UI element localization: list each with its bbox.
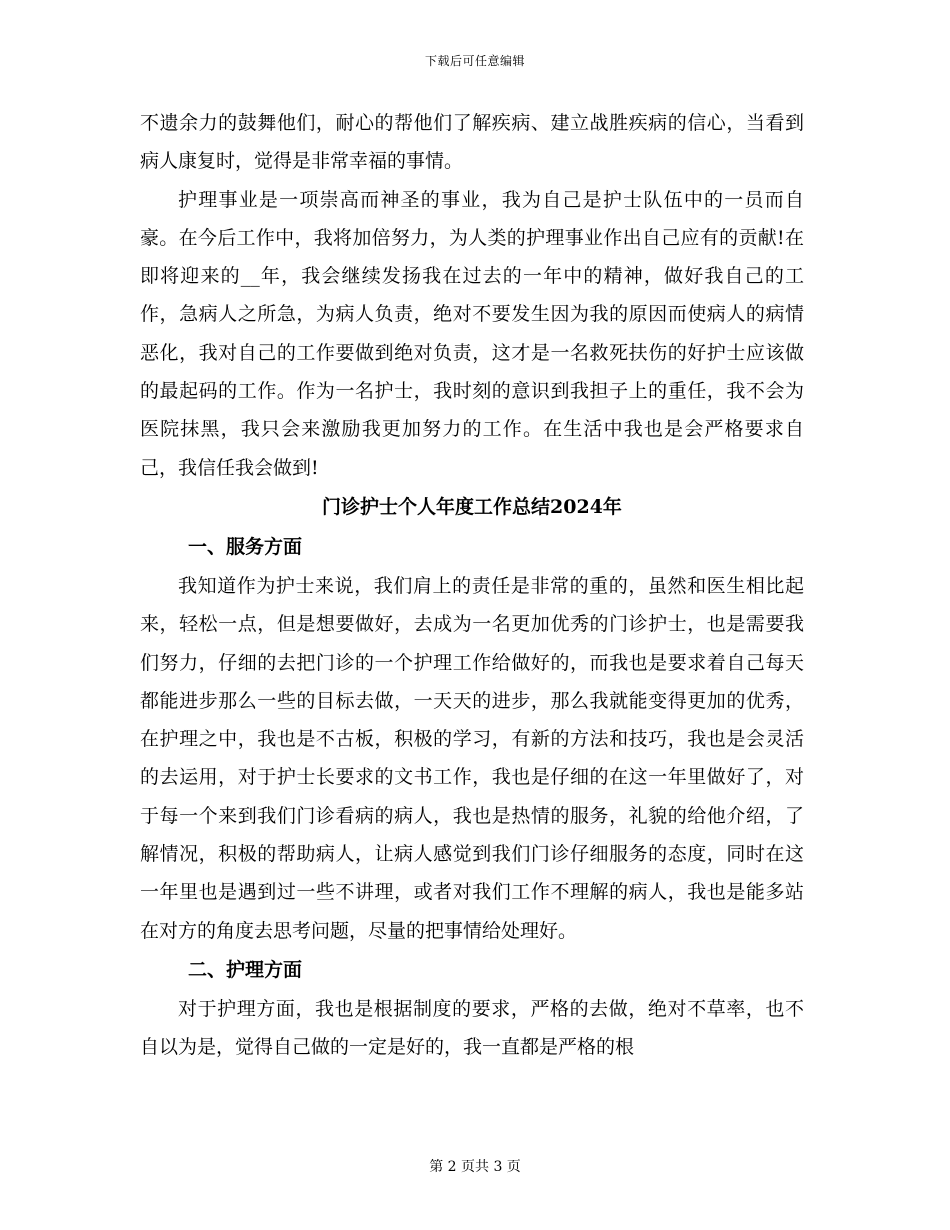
page-header: 下载后可任意编辑 — [424, 54, 525, 68]
heading-nursing: 二、护理方面 — [188, 958, 303, 981]
paragraph-service: 我知道作为护士来说，我们肩上的责任是非常的重的，虽然和医生相比起来，轻松一点，但是想要做好，去成为一名更加优秀的门诊护士，也是需要我们努力，仔细的去把门诊的一个护理工作给做好的，而我也是要求着自己每天都能进步那么一些的目标去做，一天天的进步，那么我就能变得更加的优秀，在护理之中，我也是不古板，积极的学习，有新的方法和技巧，我也是会灵活的去运用，对于护士长要求的文书工作，我也是仔细的在这一年里做好了，对于每一个来到我们门诊看病的病人，我也是热情的服务，礼貌的给他介绍，了解情况，积极的帮助病人，让病人感觉到我们门诊仔细服务的态度，同时在这一年里也是遇到过一些不讲理，或者对我们工作不理解的病人，我也是能多站在对方的角度去思考问题，尽量的把事情给处理好。 — [140, 574, 804, 942]
document-body — [140, 104, 804, 1067]
paragraph-nursing: 对于护理方面，我也是根据制度的要求，严格的去做，绝对不草率，也不自以为是，觉得自己做的一定是好的，我一直都是严格的根 — [140, 997, 804, 1059]
paragraph-nursing-career: 护理事业是一项崇高而神圣的事业，我为自己是护士队伍中的一员而自豪。在今后工作中，我将加倍努力，为人类的护理事业作出自己应有的贡献!在即将迎来的__年，我会继续发扬我在过去的一年中的精神，做好我自己的工作，急病人之所急，为病人负责，绝对不要发生因为我的原因而使病人的病情恶化，我对自己的工作要做到绝对负责，这才是一名救死扶伤的好护士应该做的最起码的工作。作为一名护士，我时刻的意识到我担子上的重任，我不会为医院抹黑，我只会来激励我更加努力的工作。在生活中我也是会严格要求自己，我信任我会做到! — [140, 188, 804, 479]
paragraph-continuation: 不遗余力的鼓舞他们，耐心的帮他们了解疾病、建立战胜疾病的信心，当看到病人康复时，觉得是非常幸福的事情。 — [140, 112, 804, 173]
page-footer: 第 2 页共 3 页 — [429, 1159, 521, 1175]
section-title: 门诊护士个人年度工作总结2024年 — [322, 495, 622, 518]
heading-service: 一、服务方面 — [188, 535, 303, 558]
